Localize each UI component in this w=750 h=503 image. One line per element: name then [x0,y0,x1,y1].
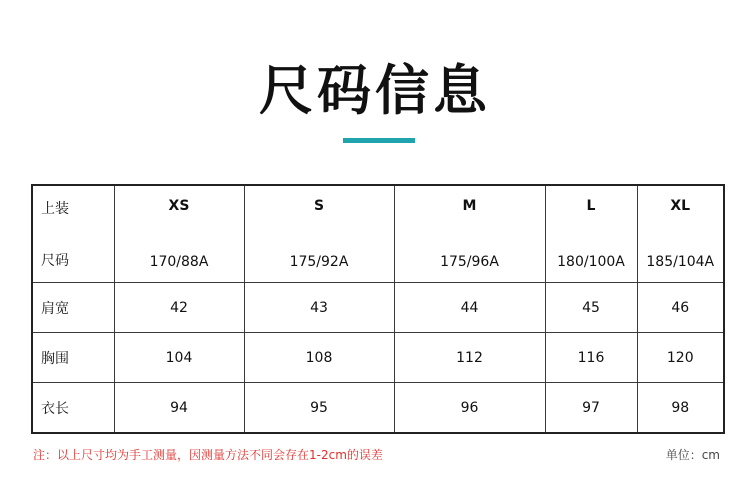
table-cell: 43 [244,283,394,333]
row-label: 胸围 [32,333,114,383]
unit-label: 单位：cm [665,448,720,462]
size-ref: 170/88A [149,254,209,270]
table-cell: 108 [244,333,394,383]
table-cell: 98 [637,383,724,434]
size-code: M [462,198,477,214]
size-header-s [244,185,394,283]
size-chart-table [31,184,725,434]
table-cell: 97 [545,383,637,434]
table-cell: 95 [244,383,394,434]
table-row-chest [32,333,724,383]
size-code: XL [670,198,691,214]
size-header-l [545,185,637,283]
row-label: 肩宽 [32,283,114,333]
size-ref: 185/104A [646,254,715,270]
size-code: L [586,198,596,214]
table-cell: 116 [545,333,637,383]
row-label: 衣长 [32,383,114,434]
size-code: S [313,198,325,214]
page-title: 尺码信息 [259,59,491,122]
size-header-m [394,185,545,283]
header-label-top: 上装 [41,201,69,217]
size-header-xl [637,185,724,283]
header-label-cell [32,185,114,283]
table-row-shoulder [32,283,724,333]
table-cell: 94 [114,383,244,434]
table-cell: 46 [637,283,724,333]
size-ref: 180/100A [557,254,625,270]
size-code: XS [168,198,190,214]
table-cell: 112 [394,333,545,383]
table-header-row [32,185,724,283]
measurement-note: 注：以上尺寸均为手工测量，因测量方法不同会存在1-2cm的误差 [33,448,383,462]
table-cell: 44 [394,283,545,333]
table-cell: 120 [637,333,724,383]
size-header-xs [114,185,244,283]
header-label-bottom: 尺码 [41,253,69,269]
table-cell: 45 [545,283,637,333]
size-ref: 175/96A [440,254,499,270]
table-cell: 42 [114,283,244,333]
size-ref: 175/92A [289,254,349,270]
table-cell: 104 [114,333,244,383]
table-cell: 96 [394,383,545,434]
table-row-length [32,383,724,434]
title-underline [343,138,415,143]
